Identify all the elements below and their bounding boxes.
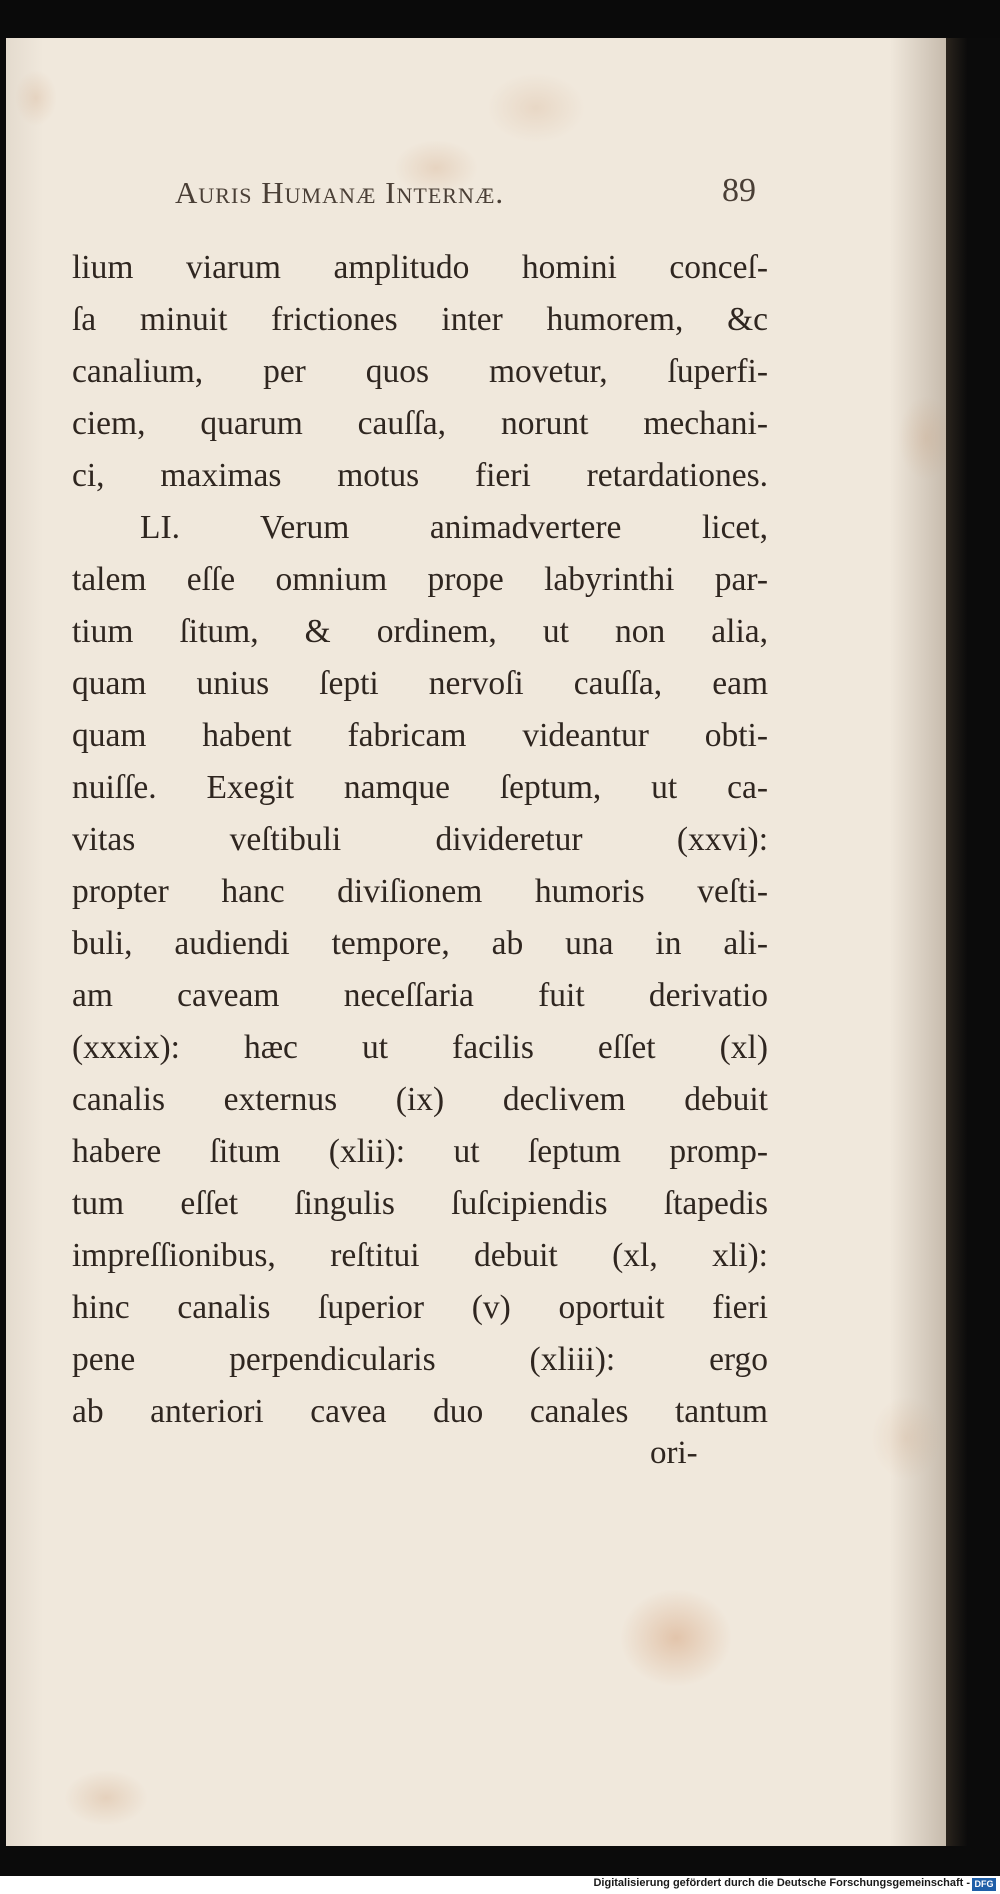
text-line: canalium, per quos movetur, ſuperfi- (72, 353, 768, 390)
dfg-logo-icon: DFG (972, 1878, 996, 1891)
text-line: canalis externus (ix) declivem debuit (72, 1081, 768, 1118)
funding-credit: Digitalisierung gefördert durch die Deutsche Forschungsgemeinschaft - (593, 1877, 970, 1889)
text-line: tium ſitum, & ordinem, ut non alia, (72, 613, 768, 650)
text-line: buli, audiendi tempore, ab una in ali- (72, 925, 768, 962)
text-line: lium viarum amplitudo homini conceſ- (72, 249, 768, 286)
text-line: vitas veſtibuli divideretur (xxvi): (72, 821, 768, 858)
text-line: tum eſſet ſingulis ſuſcipiendis ſtapedis (72, 1185, 768, 1222)
text-line: ci, maximas motus fieri retardationes. (72, 457, 768, 494)
page-edge-shadow (946, 38, 1000, 1846)
text-line: impreſſionibus, reſtitui debuit (xl, xli): (72, 1237, 768, 1274)
text-line: hinc canalis ſuperior (v) oportuit fieri (72, 1289, 768, 1326)
text-line: ſa minuit frictiones inter humorem, &c (72, 301, 768, 338)
text-line: talem eſſe omnium prope labyrinthi par- (72, 561, 768, 598)
running-title: Auris Humanæ Internæ. (175, 175, 505, 210)
text-line: quam habent fabricam videantur obti- (72, 717, 768, 754)
text-line: nuiſſe. Exegit namque ſeptum, ut ca- (72, 769, 768, 806)
text-line: ciem, quarum cauſſa, norunt mechani- (72, 405, 768, 442)
paragraph-start-line: LI. Verum animadvertere licet, (140, 509, 768, 546)
scan-top-border (0, 0, 1000, 38)
catchword: ori- (650, 1435, 698, 1471)
page-number: 89 (722, 172, 756, 209)
text-line: ab anteriori cavea duo canales tantum (72, 1393, 768, 1430)
text-line: (xxxix): hæc ut facilis eſſet (xl) (72, 1029, 768, 1066)
text-line: habere ſitum (xlii): ut ſeptum promp- (72, 1133, 768, 1170)
text-line: quam unius ſepti nervoſi cauſſa, eam (72, 665, 768, 702)
body-text (72, 242, 768, 1438)
text-line: propter hanc diviſionem humoris veſti- (72, 873, 768, 910)
text-line: pene perpendicularis (xliii): ergo (72, 1341, 768, 1378)
text-line: am caveam neceſſaria fuit derivatio (72, 977, 768, 1014)
